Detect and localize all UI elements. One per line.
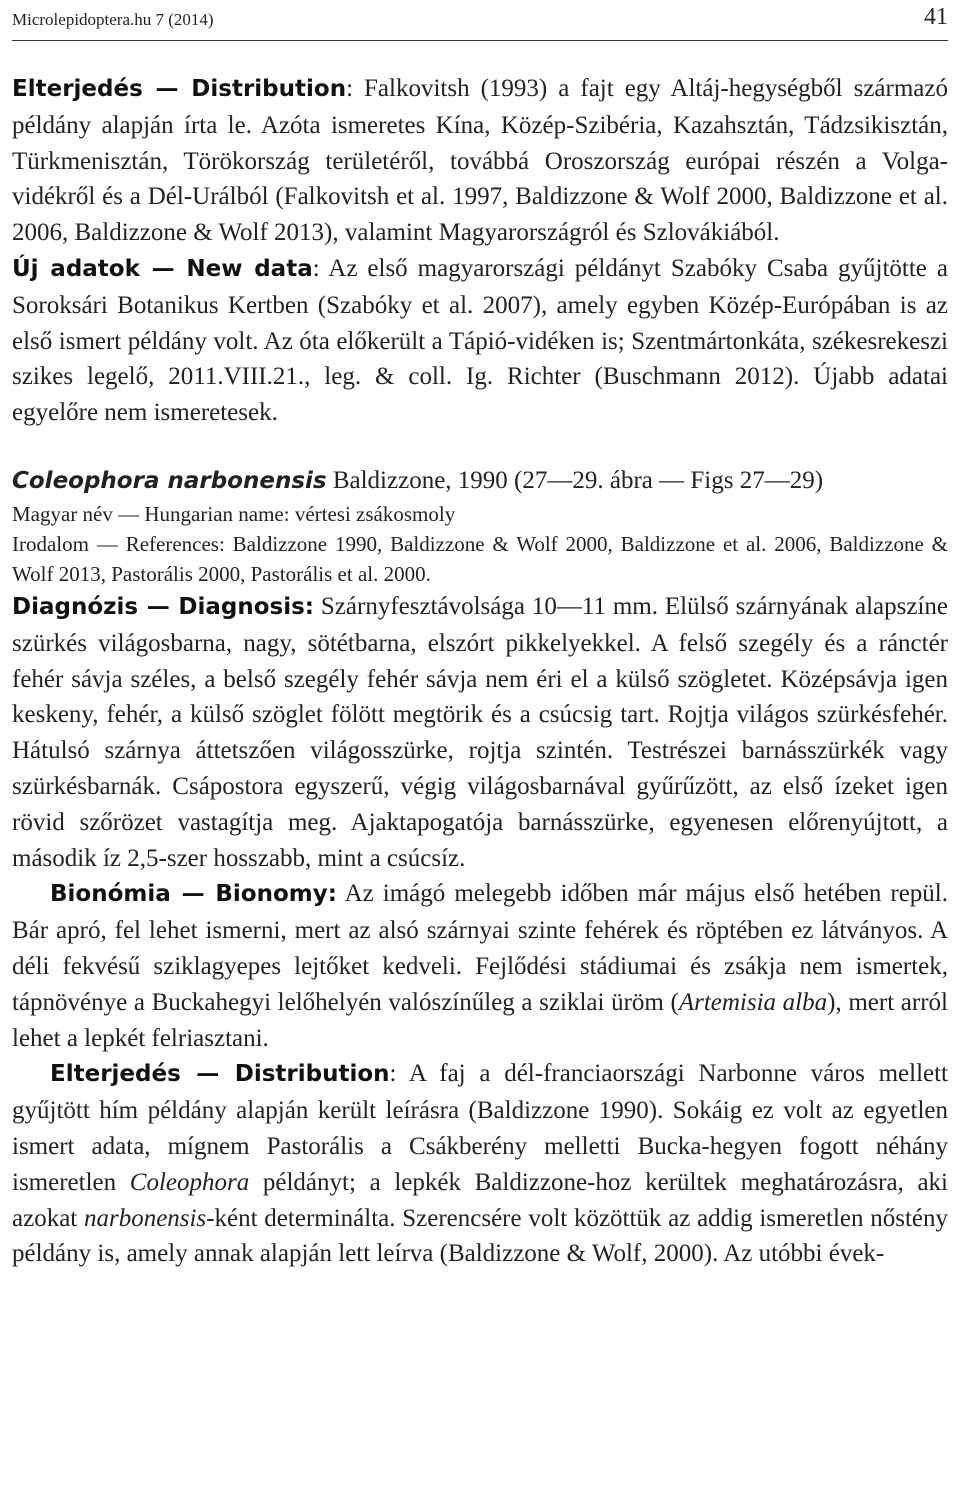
paragraph-text: : A faj a dél-franciaországi Narbonne város mellett gyűjtött hím példány alapján került leírásra (Baldizzone 1990). Sokáig ez volt az egyetlen ismert adata, mígnem Pastorális a Csákberény melletti Bucka-hegyen fogott néhány ismeretlen (12, 1060, 948, 1196)
paragraph-text: -ként determinálta. Szerencsére volt közöttük az addig ismeretlen nőstény példány is, amely annak alapján lett leírva (Baldizzone & Wolf, 2000). Az utóbbi évek- (12, 1204, 948, 1268)
paragraph-diagnosis (12, 589, 948, 876)
paragraph-distribution-1 (12, 71, 948, 251)
paragraph-text: ), mert arról lehet a lepkét felriasztani. (12, 988, 948, 1052)
paragraph-text: : Az első magyarországi példányt Szabóky Csaba gyűjtötte a Soroksári Botanikus Kertben (Szabóky et al. 2007), amely egyben Közép-Európában is az első ismert példány volt. Az óta előkerült a Tápió-vidéken is; Szentmártonkáta, székesrekeszi szikes legelő, 2011.VIII.21., leg. & coll. Ig. Richter (Buschmann 2012). Újabb adatai egyelőre nem ismeretesek. (12, 254, 948, 427)
hungarian-name-line: Magyar név — Hungarian name: vértesi zsákosmoly (12, 501, 456, 526)
species-heading (12, 463, 948, 499)
page-number: 41 (924, 4, 948, 30)
species-author: Baldizzone, 1990 (27—29. ábra — Figs 27—29) (326, 466, 824, 494)
paragraph-text: Szárnyfesztávolsága 10—11 mm. Elülső szárnyának alapszíne szürkés világosbarna, nagy, sötétbarna, elszórt pikkelyekkel. A felső szegély és a ránctér fehér sávja széles, a belső szegély fehér sávja nem éri el a külső szögletet. Középsávja igen keskeny, fehér, a külső szöglet fölött megtörik és a csúcsig tart. Rojtja világos szürkésfehér. Hátulsó szárnya áttetszően világosszürke, rojtja szintén. Testrészei barnásszürkék vagy szürkésbarnák. Csápostora egyszerű, végig világosbarnával gyűrűzött, az első ízeket igen rövid szőrözet vastagítja meg. Ajaktapogatója barnásszürke, egyenesen előrenyújtott, a második íz 2,5-szer hosszabb, mint a csúcsíz. (12, 592, 948, 872)
species-name: Coleophora narbonensis (12, 467, 327, 494)
genus-name: Coleophora (129, 1168, 250, 1196)
document-page (12, 0, 948, 1507)
section-label: Elterjedés — Distribution (12, 76, 347, 102)
paragraph-distribution-2 (12, 1056, 948, 1272)
paragraph-new-data (12, 251, 948, 431)
section-label: Diagnózis — Diagnosis: (12, 593, 314, 620)
section-label: Bionómia — Bionomy: (50, 881, 337, 908)
paragraph-text: példányt; a lepkék Baldizzone-hoz kerültek meghatározásra, aki azokat (12, 1168, 948, 1232)
paragraph-text: : Falkovitsh (1993) a fajt egy Altáj-hegységből származó példány alapján írta le. Azóta ismeretes Kína, Közép-Szibéria, Kazahsztán, Tádzsikisztán, Türkmenisztán, Törökország területéről, továbbá Oroszország európai részén a Volga-vidékről és a Dél-Urálból (Falkovitsh et al. 1997, Baldizzone & Wolf 2000, Baldizzone et al. 2006, Baldizzone & Wolf 2013), valamint Magyarországról és Szlovákiából. (12, 75, 948, 247)
section-label: Elterjedés — Distribution (50, 1061, 390, 1088)
journal-citation: Microlepidoptera.hu 7 (2014) (12, 10, 214, 29)
species-epithet: narbonensis (83, 1204, 207, 1232)
page-header (12, 0, 948, 41)
paragraph-text: Az imágó melegebb időben már május első hetében repül. Bár apró, fel lehet ismerni, mert az alsó szárnyai szinte fehérek és röptében ez látványos. A déli fekvésű sziklagyepes lejtőket kedveli. Fejlődési stádiumai és zsákja nem ismertek, tápnövénye a Buckahegyi lelőhelyén valószínűleg a sziklai üröm ( (12, 880, 948, 1016)
plant-name: Artemisia alba (678, 988, 828, 1016)
section-label: Új adatok — New data (12, 255, 313, 282)
paragraph-bionomy (12, 876, 948, 1056)
references-line: Irodalom — References: Baldizzone 1990, Baldizzone & Wolf 2000, Baldizzone et al. 2006, Baldizzone & Wolf 2013, Pastorális 2000, Pastorális et al. 2000. (12, 531, 948, 586)
